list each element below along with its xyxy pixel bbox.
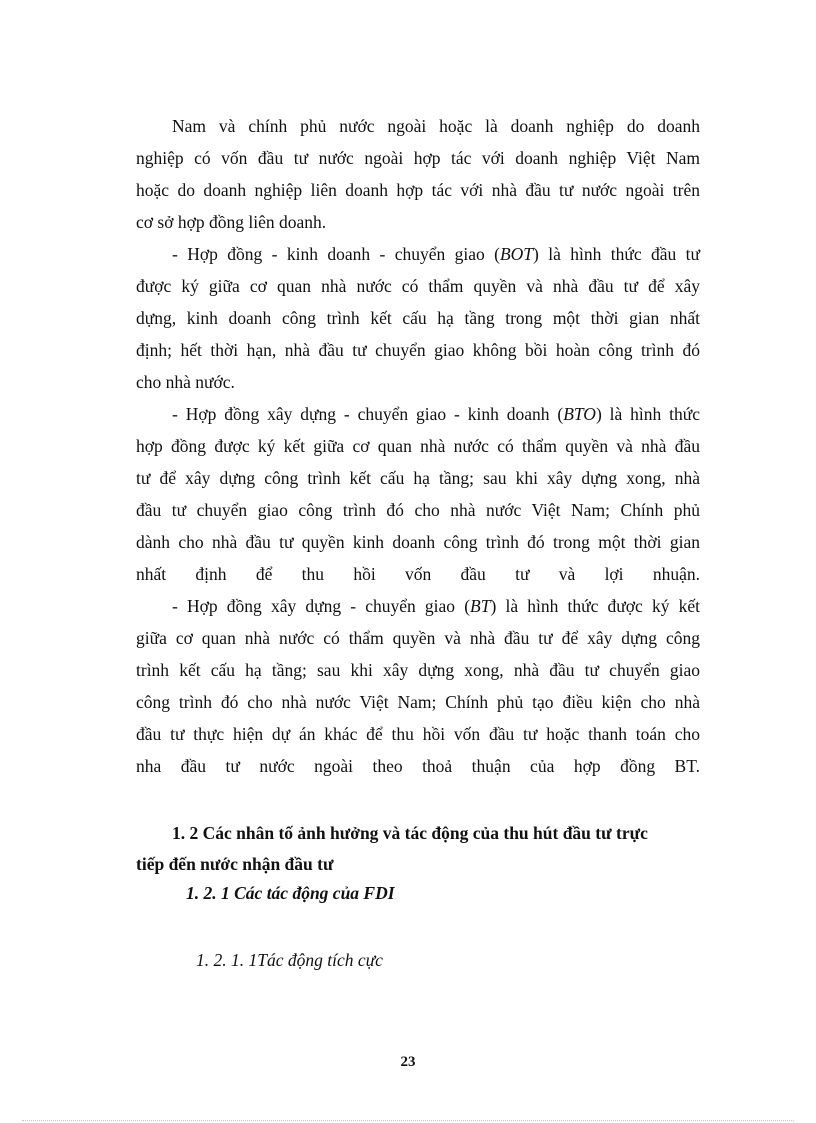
- paragraph-bt-line-2: giữa cơ quan nhà nước có thẩm quyền và nhà đầu tư để xây dựng công: [136, 628, 700, 648]
- paragraph-bt-line-4: công trình đó cho nhà nước Việt Nam; Chính phủ tạo điều kiện cho nhà: [136, 692, 700, 712]
- paragraph-bot-line-2: được ký giữa cơ quan nhà nước có thẩm quyền và nhà đầu tư để xây: [136, 276, 700, 296]
- section-heading: [136, 818, 700, 880]
- paragraph-bto-line-1: - Hợp đồng xây dựng - chuyển giao - kinh doanh (BTO) là hình thức: [172, 404, 701, 424]
- paragraph-bto-line-2: hợp đồng được ký kết giữa cơ quan nhà nước có thẩm quyền và nhà đầu: [136, 436, 700, 456]
- paragraph-bt-line-3: trình kết cấu hạ tầng; sau khi xây dựng xong, nhà đầu tư chuyển giao: [136, 660, 700, 680]
- paragraph-bt-line-6: nha đầu tư nước ngoài theo thoả thuận của hợp đồng BT.: [136, 756, 700, 776]
- subsubsection-heading: 1. 2. 1. 1Tác động tích cực: [196, 950, 383, 970]
- paragraph-bto-line-3: tư để xây dựng công trình kết cấu hạ tầng; sau khi xây dựng xong, nhà: [136, 468, 700, 488]
- paragraph-bt-line-5: đầu tư thực hiện dự án khác để thu hồi vốn đầu tư hoặc thanh toán cho: [136, 724, 700, 744]
- subsection-heading: 1. 2. 1 Các tác động của FDI: [186, 883, 395, 903]
- section-heading-line-2: tiếp đến nước nhận đầu tư: [136, 854, 334, 874]
- paragraph-1-line-4: cơ sở hợp đồng liên doanh.: [136, 212, 327, 232]
- page-number: 23: [400, 1054, 416, 1070]
- paragraph-bt-line-1: - Hợp đồng xây dựng - chuyển giao (BT) là hình thức được ký kết: [172, 596, 700, 616]
- paragraph-1-line-1: Nam và chính phủ nước ngoài hoặc là doanh nghiệp do doanh: [172, 116, 700, 136]
- paragraph-1-line-2: nghiệp có vốn đầu tư nước ngoài hợp tác với doanh nghiệp Việt Nam: [136, 148, 700, 168]
- body-text: [136, 110, 700, 782]
- paragraph-bto-line-4: đầu tư chuyển giao công trình đó cho nhà nước Việt Nam; Chính phủ: [136, 500, 700, 520]
- paragraph-bot-line-5: cho nhà nước.: [136, 372, 235, 392]
- paragraph-bot-line-1: - Hợp đồng - kinh doanh - chuyển giao (BOT) là hình thức đầu tư: [172, 244, 700, 264]
- section-heading-line-1: 1. 2 Các nhân tố ảnh hưởng và tác động của thu hút đầu tư trực: [172, 823, 648, 843]
- page-bottom-divider: [22, 1120, 794, 1121]
- paragraph-bto-line-6: nhất định để thu hồi vốn đầu tư và lợi nhuận.: [136, 564, 700, 584]
- paragraph-bto-line-5: dành cho nhà đầu tư quyền kinh doanh công trình đó trong một thời gian: [136, 532, 700, 552]
- paragraph-bot-line-3: dựng, kinh doanh công trình kết cấu hạ tầng trong một thời gian nhất: [136, 308, 700, 328]
- paragraph-bot-line-4: định; hết thời hạn, nhà đầu tư chuyển giao không bồi hoàn công trình đó: [136, 340, 700, 360]
- paragraph-1-line-3: hoặc do doanh nghiệp liên doanh hợp tác với nhà đầu tư nước ngoài trên: [136, 180, 700, 200]
